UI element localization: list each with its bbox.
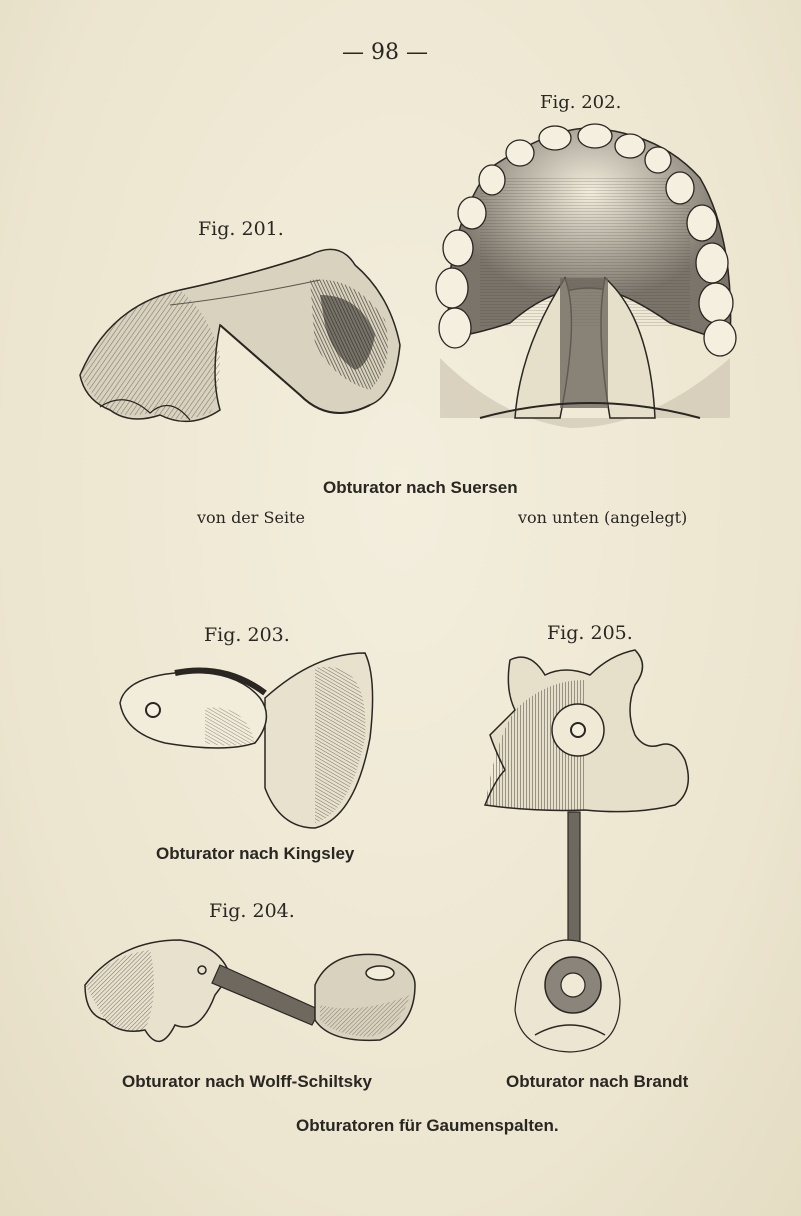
fig-201-illustration [70, 235, 410, 435]
caption-kingsley: Obturator nach Kingsley [156, 844, 355, 863]
fig-202-label: Fig. 202. [540, 92, 622, 113]
fig-202-illustration [420, 118, 750, 438]
caption-suersen: Obturator nach Suersen [323, 478, 518, 497]
caption-side-view: von der Seite [197, 508, 305, 527]
fig-201-label: Fig. 201. [198, 218, 284, 240]
plate-title: Obturatoren für Gaumenspalten. [296, 1116, 559, 1135]
fig-203-illustration [115, 648, 385, 838]
fig-204-label: Fig. 204. [209, 900, 295, 922]
fig-205-label: Fig. 205. [547, 622, 633, 644]
page-number: — 98 — [342, 40, 428, 65]
caption-wolff: Obturator nach Wolff-Schiltsky [122, 1072, 372, 1091]
fig-205-illustration [475, 640, 705, 1060]
fig-203-label: Fig. 203. [204, 624, 290, 646]
caption-bottom-view: von unten (angelegt) [518, 508, 688, 527]
caption-brandt: Obturator nach Brandt [506, 1072, 689, 1091]
fig-204-illustration [80, 925, 420, 1065]
